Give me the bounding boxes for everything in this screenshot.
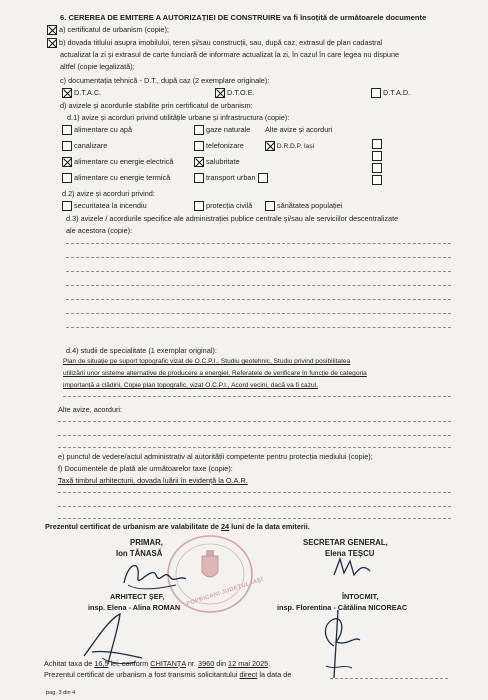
fee-receipt-number: 3960 xyxy=(198,659,215,668)
util-drdp xyxy=(265,141,314,151)
item-c: c) documentația tehnică - D.T., după caz (2 exemplare originale): xyxy=(60,76,270,85)
fee-line xyxy=(44,659,270,668)
util-electric-label: alimentare cu energie electrică xyxy=(74,157,174,166)
transmit-text: la data de xyxy=(257,670,292,679)
fill-line xyxy=(63,396,451,397)
d4-text-line2: utilizării unor sisteme alternative de producere a energiei, Referatele de verificare în funcție de categoria xyxy=(63,370,367,377)
item-b-line2: actualizat la zi și extrasul de carte funciară de informare actualizat la zi, în cazul în care legea nu dispune xyxy=(60,50,400,59)
item-d: d) avizele și acordurile stabilite prin certificatul de urbanism: xyxy=(60,101,253,110)
primar-title: PRIMAR, xyxy=(130,538,163,547)
util-transport xyxy=(194,173,268,183)
secretar-title: SECRETAR GENERAL, xyxy=(303,538,388,547)
util-gaze xyxy=(194,125,250,135)
item-f-text: Taxă timbrul arhitecturii, dovada luării în evidență la O.A.R. xyxy=(58,476,248,485)
checkbox-apa[interactable] xyxy=(62,125,72,135)
item-b-line1: b) dovada titlului asupra imobilului, teren și/sau construcții, sau, după caz, extrasul de plan cadastral xyxy=(59,38,383,47)
checkbox-dtoe[interactable] xyxy=(215,88,225,98)
dtac-option xyxy=(62,88,101,98)
util-canal-label: canalizare xyxy=(74,141,108,150)
checkbox-electric[interactable] xyxy=(62,157,72,167)
primar-name: Ion TĂNASĂ xyxy=(116,549,163,558)
stamp-ring-text: POPRICANI JUDEȚUL IAȘI xyxy=(185,576,265,608)
item-b xyxy=(47,38,382,48)
checkbox-extra-3[interactable] xyxy=(372,163,382,173)
util-termic-label: alimentare cu energie termică xyxy=(74,173,171,182)
checkbox-telefon[interactable] xyxy=(194,141,204,151)
fill-line xyxy=(58,506,451,507)
fill-line xyxy=(66,285,451,286)
item-d4: d.4) studii de specialitate (1 exemplar original): xyxy=(66,346,217,355)
checkbox-extra-1[interactable] xyxy=(372,139,382,149)
section-6-heading: 6. CEREREA DE EMITERE A AUTORIZAȚIEI DE CONSTRUIRE va fi însoțită de următoarele documente xyxy=(60,13,427,22)
dtac-label: D.T.A.C. xyxy=(74,88,102,97)
util-telefon xyxy=(194,141,244,151)
checkbox-extra-4[interactable] xyxy=(372,175,382,185)
d2-incendiu-label: securitatea la incendiu xyxy=(74,201,147,210)
util-transport-label: transport urban xyxy=(206,173,256,182)
item-b-line3: altfel (copie legalizată); xyxy=(60,62,135,71)
util-termic xyxy=(62,173,170,183)
util-canal xyxy=(62,141,107,151)
item-d1: d.1) avize și acorduri privind utilitățile urbane și infrastructura (copie): xyxy=(67,113,290,122)
dtad-option xyxy=(371,88,410,98)
intocmit-title: ÎNTOCMIT, xyxy=(342,592,379,601)
item-d2: d.2) avize și acorduri privind: xyxy=(62,189,155,198)
fill-line xyxy=(58,435,451,436)
util-apa-label: alimentare cu apă xyxy=(74,125,133,134)
fill-line xyxy=(66,257,451,258)
fill-line xyxy=(66,327,451,328)
fill-line xyxy=(58,518,451,519)
util-salubr xyxy=(194,157,240,167)
dtoe-label: D.T.O.E. xyxy=(227,88,255,97)
fill-line xyxy=(66,243,451,244)
fee-document-type: CHITANȚA xyxy=(150,659,186,668)
fill-line xyxy=(66,271,451,272)
validity-suffix: luni de la data emiterii. xyxy=(229,522,310,531)
validity-prefix: Prezentul certificat de urbanism are valabilitate de xyxy=(45,522,221,531)
fee-text: nr. xyxy=(185,659,199,668)
checkbox-extra-2[interactable] xyxy=(372,151,382,161)
d4-text-line3: importanță a clădirii, Copie plan topografic, vizat O.C.P.I., Acord vecini, dacă va fi cazul. xyxy=(63,382,318,389)
util-telefon-label: telefonizare xyxy=(206,141,244,150)
item-e: e) punctul de vedere/actul administrativ al autorității competente pentru protecția mediului (copie); xyxy=(58,452,373,461)
secretar-signature xyxy=(330,553,380,581)
extra-boxes-column xyxy=(372,139,384,185)
item-f: f) Documentele de plată ale următoarelor taxe (copie): xyxy=(58,464,233,473)
checkbox-drdp[interactable] xyxy=(265,141,275,151)
item-d3-line2: ale acestora (copie): xyxy=(66,226,133,235)
checkbox-incendiu[interactable] xyxy=(62,201,72,211)
checkbox-gaze[interactable] xyxy=(194,125,204,135)
checkbox-transport-extra[interactable] xyxy=(258,173,268,183)
transmit-text: Prezentul certificat de urbanism a fost transmis solicitantului xyxy=(44,670,240,679)
checkbox-certificat[interactable] xyxy=(47,25,57,35)
fee-text: Achitat taxa de xyxy=(44,659,95,668)
checkbox-dtac[interactable] xyxy=(62,88,72,98)
alte-avize-label: Alte avize, acorduri: xyxy=(58,405,123,414)
checkbox-sanatate[interactable] xyxy=(265,201,275,211)
item-d3-line1: d.3) avizele / acordurile specifice ale administrației publice centrale și/sau ale serviciilor descentralizate xyxy=(66,214,399,223)
item-a xyxy=(47,25,169,35)
d2-civila-label: protecția civilă xyxy=(206,201,253,210)
d2-civila xyxy=(194,201,252,211)
primar-signature xyxy=(118,555,190,595)
checkbox-canal[interactable] xyxy=(62,141,72,151)
util-electric xyxy=(62,157,173,167)
page-number: pag. 3 din 4 xyxy=(46,690,76,696)
fee-text: lei, conform xyxy=(108,659,151,668)
checkbox-termic[interactable] xyxy=(62,173,72,183)
checkbox-civila[interactable] xyxy=(194,201,204,211)
fill-line xyxy=(66,313,451,314)
checkbox-titlu[interactable] xyxy=(47,38,57,48)
arhitect-title: ARHITECT ȘEF, xyxy=(110,592,165,601)
fee-amount: 16,5 xyxy=(94,659,109,668)
dtoe-option xyxy=(215,88,255,98)
fill-line xyxy=(66,299,451,300)
fill-line xyxy=(58,447,451,448)
util-apa xyxy=(62,125,132,135)
transmit-line xyxy=(44,670,291,679)
intocmit-name: insp. Florentina - Cătălina NICOREAC xyxy=(277,603,408,612)
fee-date: 12 mai 2025 xyxy=(228,659,269,668)
transmit-method: direct xyxy=(239,670,258,679)
checkbox-transport[interactable] xyxy=(194,173,204,183)
util-alte-label: Alte avize și acorduri xyxy=(265,125,333,134)
util-salubr-label: salubritate xyxy=(206,157,240,166)
fee-text: . xyxy=(268,659,271,668)
util-drdp-label: D.R.D.P. Iași xyxy=(276,142,315,150)
item-a-label: a) certificatul de urbanism (copie); xyxy=(59,25,169,34)
secretar-name: Elena TEȘCU xyxy=(325,549,375,558)
arhitect-name: insp. Elena - Alina ROMAN xyxy=(88,603,181,612)
d4-text-line1: Plan de situație pe suport topografic vizat de O.C.P.I., Studiu geotehnic, Studiu privind posibilitatea xyxy=(63,358,351,365)
util-gaze-label: gaze naturale xyxy=(206,125,251,134)
d2-sanatate xyxy=(265,201,342,211)
validity-months: 24 xyxy=(221,522,230,531)
checkbox-dtad[interactable] xyxy=(371,88,381,98)
d2-incendiu xyxy=(62,201,147,211)
d2-sanatate-label: sănătatea populației xyxy=(277,201,343,210)
dtad-label: D.T.A.D. xyxy=(383,88,411,97)
intocmit-signature xyxy=(318,606,366,686)
transmit-date-line xyxy=(330,678,448,679)
fill-line xyxy=(58,492,451,493)
checkbox-salubr[interactable] xyxy=(194,157,204,167)
fill-line xyxy=(58,421,451,422)
fee-text: din xyxy=(214,659,229,668)
